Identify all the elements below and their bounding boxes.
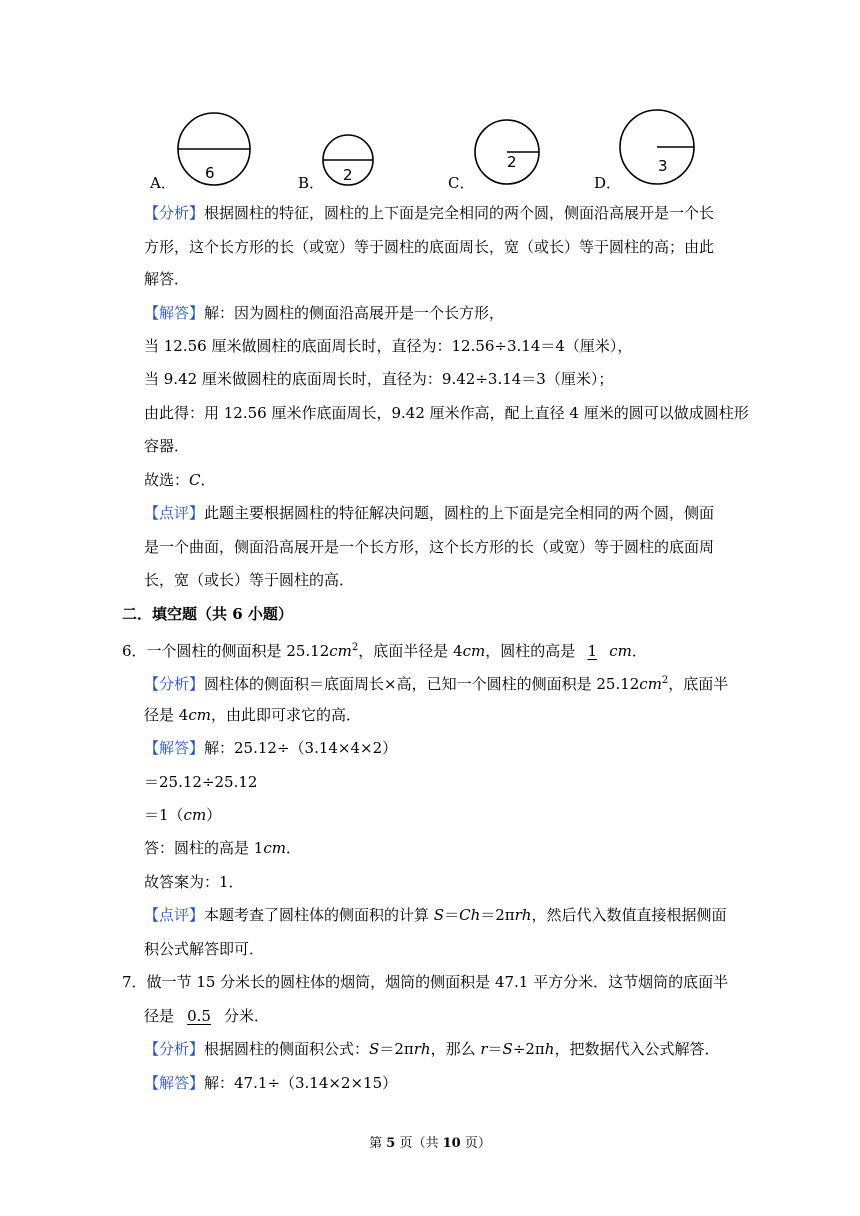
q5-analysis-text-1: 根据圆柱的特征，圆柱的上下面是完全相同的两个圆，侧面沿高展开是一个长 [204,204,715,222]
analysis-tag: 【分析】 [144,675,205,693]
q5-solution-line-5: 容器． [144,437,190,455]
analysis-tag: 【分析】 [144,204,205,222]
q6-comment-line-1: 【点评】本题考查了圆柱体的侧面积的计算 S＝Ch＝2πrh，然后代入数值直接根据侧面 [144,906,727,924]
q6-comment-line-2: 积公式解答即可． [144,940,265,958]
q6-solution-line-1: 【解答】解：25.12÷（3.14×4×2） [144,739,398,757]
circle-figure-d [618,108,696,188]
q5-solution-text-1: 解：因为圆柱的侧面沿高展开是一个长方形， [204,304,505,322]
q7-analysis-line: 【分析】根据圆柱的侧面积公式：S＝2πrh，那么 r＝S÷2πh，把数据代入公式解答． [144,1040,720,1058]
option-a-label: A． [150,174,176,192]
section-title: 二．填空题（共 6 小题） [122,605,293,623]
q7-stem-line-2: 径是 0.5 分米． [144,1007,270,1025]
figure-c-number: 2 [507,153,517,171]
q5-solution-line-2: 当 12.56 厘米做圆柱的底面周长时，直径为：12.56÷3.14＝4（厘米）， [144,337,633,355]
q5-comment-line-3: 长，宽（或长）等于圆柱的高． [144,571,355,589]
q6-analysis-line-1: 【分析】圆柱体的侧面积＝底面周长×高，已知一个圆柱的侧面积是 $25.12cm^2$，底面半 [144,675,729,693]
figure-b-number: 2 [343,166,353,184]
q6-stem: 6．一个圆柱的侧面积是 $25.12cm^2$，底面半径是 4cm，圆柱的高是 1 cm． [122,642,647,660]
circle-figure-c [474,118,542,188]
q7-stem-line-1: 7．做一节 15 分米长的圆柱体的烟筒，烟筒的侧面积是 47.1 平方分米．这节烟筒的底面半 [122,973,729,991]
q6-answer-blank: 1 [587,642,597,660]
q6-answer-line: 答：圆柱的高是 1cm． [144,839,301,857]
q6-number: 6． [122,642,147,660]
q5-analysis-line-2: 方形，这个长方形的长（或宽）等于圆柱的底面周长，宽（或长）等于圆柱的高；由此 [144,238,715,256]
q5-comment-text-1: 此题主要根据圆柱的特征解决问题，圆柱的上下面是完全相同的两个圆，侧面 [204,504,715,522]
solution-tag: 【解答】 [144,304,205,322]
option-c-label: C． [448,174,475,192]
figure-d-number: 3 [658,157,668,175]
option-b-label: B． [298,174,325,192]
option-d-label: D． [594,174,622,192]
solution-tag: 【解答】 [144,739,205,757]
q5-comment-line-2: 是一个曲面，侧面沿高展开是一个长方形，这个长方形的长（或宽）等于圆柱的底面周 [144,538,715,556]
analysis-tag: 【分析】 [144,1040,205,1058]
page-footer: 第 5 页（共 10 页） [369,1136,491,1151]
q5-solution-line-4: 由此得：用 12.56 厘米作底面周长，9.42 厘米作高，配上直径 4 厘米的圆可以做成圆柱形 [144,404,749,422]
q5-analysis-line-3: 解答． [144,270,190,288]
q5-solution-line-3: 当 9.42 厘米做圆柱的底面周长时，直径为：9.42÷3.14＝3（厘米）； [144,370,614,388]
q6-solution-line-3: ＝1（cm） [144,806,222,824]
total-pages: 10 [442,1136,461,1151]
q7-answer-blank: 0.5 [187,1007,211,1025]
page-number: 5 [386,1136,396,1151]
q6-solution-line-2: ＝25.12÷25.12 [144,773,258,791]
q5-choice: C [189,471,201,489]
circle-figure-a [176,112,254,188]
q5-choice-line: 故选：C． [144,471,216,489]
q5-analysis-line-1 [144,203,714,223]
solution-tag: 【解答】 [144,1074,205,1092]
q7-number: 7． [122,973,147,991]
q5-comment-line-1 [144,503,714,523]
comment-tag: 【点评】 [144,906,205,924]
circle-figure-b [322,132,374,188]
q6-analysis-line-2: 径是 4cm，由此即可求它的高． [144,706,361,724]
q5-solution-line-1 [144,303,504,323]
q7-solution-line-1: 【解答】解：47.1÷（3.14×2×15） [144,1074,398,1092]
q6-final-answer: 故答案为：1． [144,873,244,891]
figure-a-number: 6 [205,164,215,182]
comment-tag: 【点评】 [144,504,205,522]
